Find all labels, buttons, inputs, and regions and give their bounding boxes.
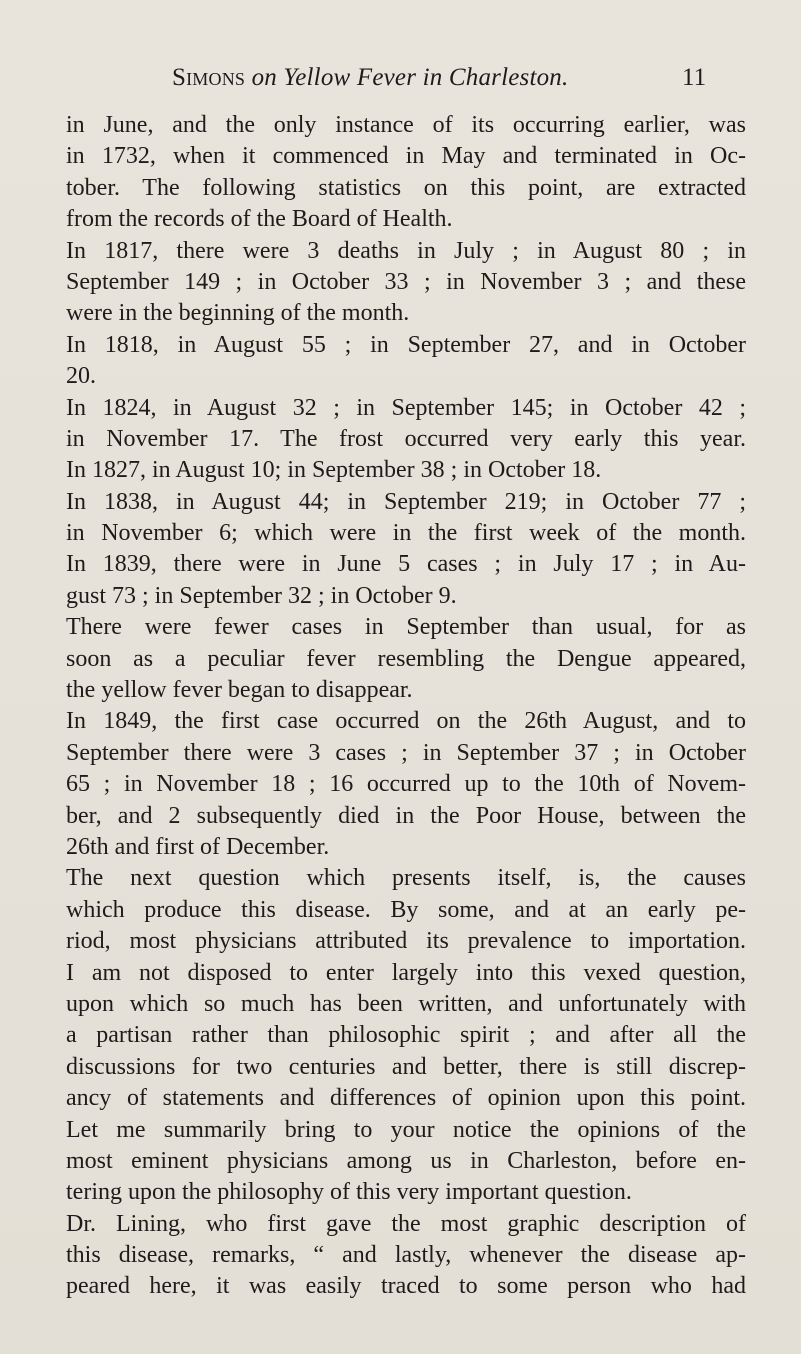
running-title-rest: on Yellow Fever in Charleston. [245, 64, 569, 91]
text-line: from the records of the Board of Health. [66, 206, 453, 233]
text-line: Let me summarily bring to your notice the opinions of the [66, 1116, 746, 1143]
text-line: In 1838, in August 44; in September 219; in October 77 ; [66, 488, 746, 515]
text-line: in November 17. The frost occurred very early this year. [66, 425, 746, 452]
text-line: 20. [66, 363, 96, 390]
body-text [66, 110, 746, 1303]
text-line: in 1732, when it commenced in May and terminated in Oc- [66, 143, 746, 170]
running-head [0, 64, 801, 104]
text-line: were in the beginning of the month. [66, 300, 410, 327]
text-line: 26th and first of December. [66, 833, 330, 860]
text-line: tober. The following statistics on this point, are extracted [66, 174, 746, 201]
page-number: 11 [682, 64, 707, 91]
text-line: In 1827, in August 10; in September 38 ; in October 18. [66, 457, 602, 484]
running-title [172, 64, 568, 92]
text-line: In 1818, in August 55 ; in September 27, and in October [66, 331, 746, 358]
text-line: the yellow fever began to disappear. [66, 677, 413, 704]
text-line: in June, and the only instance of its occurring earlier, was [66, 112, 746, 138]
text-line: which produce this disease. By some, and at an early pe- [66, 896, 746, 923]
text-line: In 1849, the first case occurred on the 26th August, and to [66, 708, 746, 735]
text-line: this disease, remarks, “ and lastly, whenever the disease ap- [66, 1242, 746, 1269]
text-line: In 1839, there were in June 5 cases ; in July 17 ; in Au- [66, 551, 746, 578]
running-title-author: Simons [172, 64, 246, 91]
text-line: discussions for two centuries and better, there is still discrep- [66, 1053, 746, 1080]
text-line: Dr. Lining, who first gave the most graphic description of [66, 1210, 746, 1237]
text-line: I am not disposed to enter largely into this vexed question, [66, 959, 746, 986]
text-line: most eminent physicians among us in Charleston, before en- [66, 1147, 746, 1174]
text-line: tering upon the philosophy of this very important question. [66, 1179, 632, 1206]
text-line: ber, and 2 subsequently died in the Poor House, between the [66, 802, 746, 829]
text-line: In 1817, there were 3 deaths in July ; in August 80 ; in [66, 237, 746, 264]
text-line: In 1824, in August 32 ; in September 145; in October 42 ; [66, 394, 746, 421]
text-line: soon as a peculiar fever resembling the Dengue appeared, [66, 645, 746, 672]
text-line: peared here, it was easily traced to some person who had [66, 1273, 746, 1300]
text-line: upon which so much has been written, and unfortunately with [66, 990, 746, 1017]
text-line: in November 6; which were in the first week of the month. [66, 520, 746, 547]
text-line: There were fewer cases in September than usual, for as [66, 614, 746, 641]
text-line: gust 73 ; in September 32 ; in October 9. [66, 582, 457, 609]
text-line: 65 ; in November 18 ; 16 occurred up to the 10th of Novem- [66, 771, 746, 798]
text-line: September there were 3 cases ; in September 37 ; in October [66, 739, 746, 766]
text-line: riod, most physicians attributed its prevalence to importation. [66, 928, 746, 955]
text-line: a partisan rather than philosophic spirit ; and after all the [66, 1022, 746, 1049]
text-line: September 149 ; in October 33 ; in November 3 ; and these [66, 268, 746, 295]
text-line: The next question which presents itself, is, the causes [66, 865, 746, 892]
text-line: ancy of statements and differences of opinion upon this point. [66, 1085, 746, 1112]
